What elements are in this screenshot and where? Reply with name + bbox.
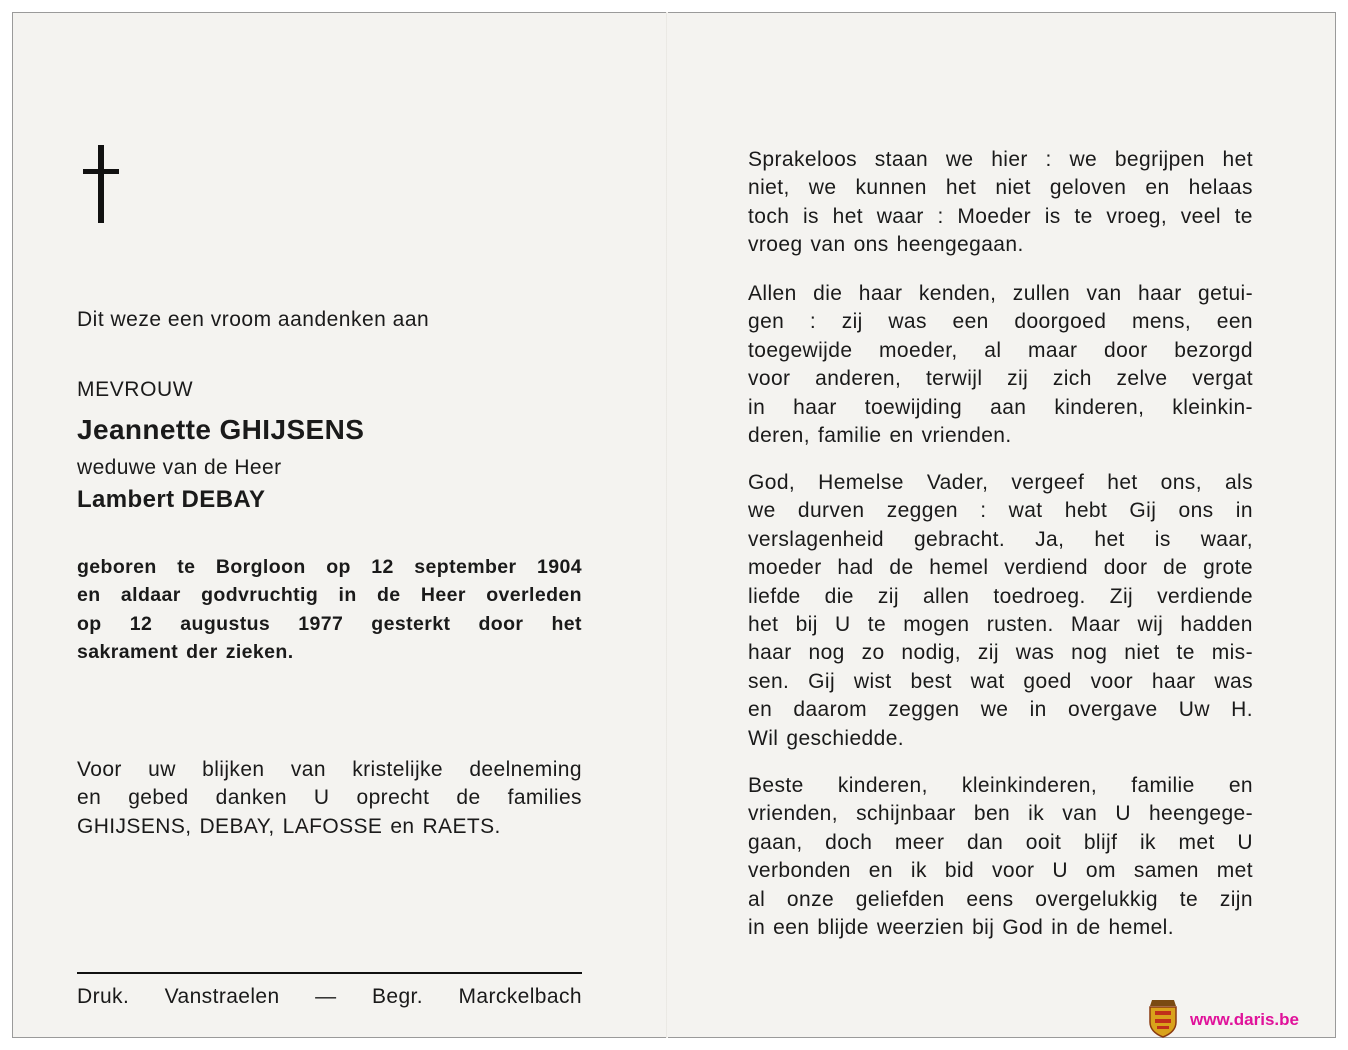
text-line: verslagenheid gebracht. Ja, het is waar, <box>748 527 1253 551</box>
paragraph-4 <box>748 772 1253 942</box>
text-line: gaan, doch meer dan ooit blijf ik met U <box>748 830 1253 854</box>
watermark-link[interactable]: www.daris.be <box>1190 1010 1299 1029</box>
text-line: we durven zeggen : wat hebt Gij ons in <box>748 499 1253 523</box>
text-line: Beste kinderen, kleinkinderen, familie en <box>748 774 1253 797</box>
text-line: verbonden en ik bid voor U om samen met <box>748 859 1253 883</box>
text-line: en daarom zeggen we in overgave Uw H. <box>748 698 1253 722</box>
text-line: GHIJSENS, DEBAY, LAFOSSE en RAETS. <box>77 814 501 838</box>
text-line: Sprakeloos staan we hier : we begrijpen het <box>748 148 1253 171</box>
text-line: Voor uw blijken van kristelijke deelneming <box>77 758 582 781</box>
text-line: toch is het waar : Moeder is te vroeg, veel te <box>748 204 1253 228</box>
text-line: in haar toewijding aan kinderen, kleinkin- <box>748 395 1253 419</box>
divider-rule <box>77 972 582 974</box>
text-line: en gebed danken U oprecht de families <box>77 786 582 810</box>
text-line: sakrament der zieken. <box>77 641 294 664</box>
deceased-name: Jeannette GHIJSENS <box>77 414 365 445</box>
text-line: op 12 augustus 1977 gesterkt door het <box>77 612 582 635</box>
text-line: God, Hemelse Vader, vergeef het ons, als <box>748 471 1253 494</box>
watermark[interactable] <box>1146 998 1336 1038</box>
text-line: vroeg van ons heengegaan. <box>748 233 1024 257</box>
spouse-name: Lambert DEBAY <box>77 486 266 513</box>
text-line: moeder had de hemel verdiend door de grote <box>748 556 1253 580</box>
text-line: vrienden, schijnbaar ben ik van U heengege- <box>748 802 1253 826</box>
text-line: al onze geliefden eens overgelukkig te zijn <box>748 887 1253 911</box>
honorific: MEVROUW <box>77 378 194 401</box>
text-line: in een blijde weerzien bij God in de hemel. <box>748 915 1174 939</box>
text-line: sen. Gij wist best wat goed voor haar was <box>748 669 1253 693</box>
text-line: niet, we kunnen het niet geloven en helaas <box>748 176 1253 200</box>
widow-line: weduwe van de Heer <box>77 456 282 479</box>
paragraph-3 <box>748 469 1253 753</box>
text-line: en aldaar godvruchtig in de Heer overleden <box>77 584 582 607</box>
printer-line <box>77 983 582 1011</box>
text-line: geboren te Borgloon op 12 september 1904 <box>77 556 582 578</box>
text-line: Wil geschiedde. <box>748 726 905 750</box>
text-line: het bij U te mogen rusten. Maar wij hadden <box>748 612 1253 636</box>
thanks-block <box>77 756 582 841</box>
text-line: gen : zij was een doorgoed mens, een <box>748 310 1253 334</box>
text-line: toegewijde moeder, al maar door bezorgd <box>748 338 1253 362</box>
intro-text: Dit weze een vroom aandenken aan <box>77 308 430 331</box>
text-line: Allen die haar kenden, zullen van haar getui- <box>748 282 1253 305</box>
heraldic-crest-icon <box>1146 998 1180 1038</box>
text-line: Druk. Vanstraelen — Begr. Marckelbach <box>77 985 582 1008</box>
paragraph-2 <box>748 280 1253 450</box>
paragraph-1 <box>748 146 1253 260</box>
birth-death-block <box>77 553 582 667</box>
text-line: haar nog zo nodig, zij was nog niet te mis- <box>748 641 1253 665</box>
card-fold <box>666 12 668 1038</box>
text-line: deren, familie en vrienden. <box>748 423 1012 447</box>
text-line: voor anderen, terwijl zij zich zelve vergat <box>748 367 1253 391</box>
cross-icon <box>83 145 119 223</box>
text-line: liefde die zij allen toedroeg. Zij verdiende <box>748 584 1253 608</box>
